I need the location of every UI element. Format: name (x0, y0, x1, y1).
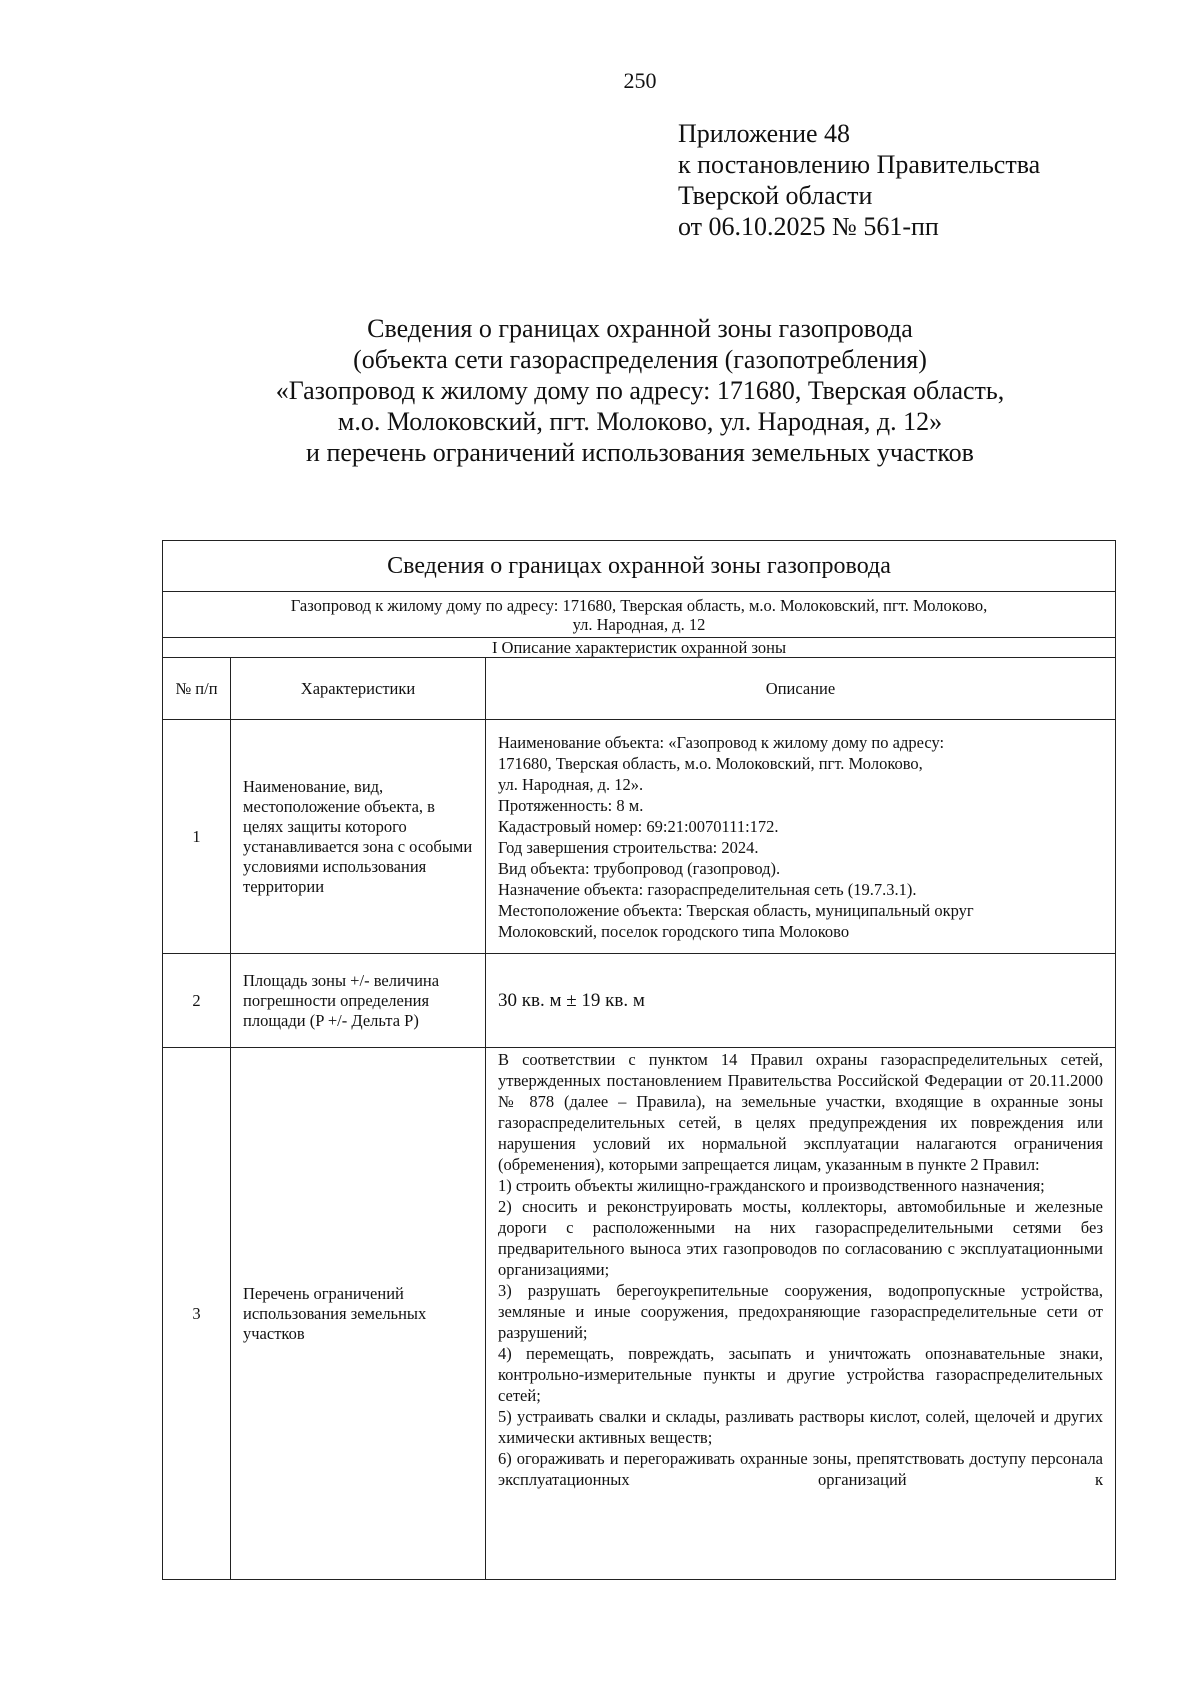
description-paragraph: В соответствии с пунктом 14 Правил охраны газораспределительных сетей, утвержденных постановлением Правительства Российской Федерации от 20.11.2000 № 878 (далее – Правила), на земельные участки, входящие в охранные зоны газораспределительных сетей, в целях предупреждения их повреждения или нарушения условий их нормальной эксплуатации налагаются ограничения (обременения), которыми запрещается лицам, указанным в пункте 2 Правил: (498, 1050, 1104, 1174)
appendix-block (678, 118, 1040, 242)
document-title (160, 313, 1120, 468)
description-line: ул. Народная, д. 12». (498, 774, 644, 794)
title-line: и перечень ограничений использования земельных участков (306, 438, 974, 467)
row-characteristic: Наименование, вид, местоположение объекта, в целях защиты которого устанавливается зона с особыми условиями использования территории (231, 720, 486, 954)
description-line: Вид объекта: трубопровод (газопровод). (498, 858, 781, 878)
description-line: 171680, Тверская область, м.о. Молоковский, пгт. Молоково, (498, 753, 923, 773)
table-row (163, 1048, 1116, 1580)
table-row (163, 954, 1116, 1048)
row-characteristic: Площадь зоны +/- величина погрешности определения площади (P +/- Дельта P) (231, 954, 486, 1048)
title-line: м.о. Молоковский, пгт. Молоково, ул. Народная, д. 12» (337, 407, 943, 436)
appendix-line: Тверской области (678, 181, 873, 210)
description-paragraph: 6) огораживать и перегораживать охранные зоны, препятствовать доступу персонала эксплуатационных организаций к (498, 1449, 1104, 1489)
page-number: 250 (623, 68, 657, 93)
description-paragraph: 4) перемещать, повреждать, засыпать и уничтожать опознавательные знаки, контрольно-измерительные пункты и другие устройства газораспределительных сетей; (498, 1344, 1104, 1405)
description-line: Год завершения строительства: 2024. (498, 837, 759, 857)
row-number: 3 (163, 1048, 231, 1580)
description-line: Местоположение объекта: Тверская область, муниципальный округ (498, 900, 974, 920)
object-line: Газопровод к жилому дому по адресу: 171680, Тверская область, м.о. Молоковский, пгт. Молоково, (290, 595, 988, 615)
appendix-line: Приложение 48 (678, 119, 851, 148)
title-line: «Газопровод к жилому дому по адресу: 171680, Тверская область, (275, 376, 1005, 405)
table-row (163, 720, 1116, 954)
zone-table (162, 540, 1116, 1580)
appendix-line: от 06.10.2025 № 561-пп (678, 212, 939, 241)
description-line: Назначение объекта: газораспределительная сеть (19.7.3.1). (498, 879, 917, 899)
description-paragraph: 2) сносить и реконструировать мосты, коллекторы, автомобильные и железные дороги с расположенными на них газораспределительными сетями без предварительного выноса этих газопроводов по согласованию с эксплуатационными организациями; (498, 1197, 1104, 1279)
description-paragraph: 1) строить объекты жилищно-гражданского и производственного назначения; (498, 1176, 1045, 1195)
description-line: Молоковский, поселок городского типа Молоково (498, 921, 850, 941)
title-line: Сведения о границах охранной зоны газопровода (367, 314, 913, 343)
column-header-description: Описание (486, 658, 1116, 720)
row-characteristic: Перечень ограничений использования земельных участков (231, 1048, 486, 1580)
table-heading: Сведения о границах охранной зоны газопровода (163, 541, 1116, 592)
row-description: 30 кв. м ± 19 кв. м (486, 954, 1116, 1048)
appendix-line: к постановлению Правительства (678, 150, 1041, 179)
column-header-number: № п/п (163, 658, 231, 720)
description-paragraph: 3) разрушать берегоукрепительные сооружения, водопропускные устройства, земляные и иные сооружения, предохраняющие газораспределительные сети от разрушений; (498, 1281, 1104, 1342)
row-number: 1 (163, 720, 231, 954)
row-description (486, 1048, 1116, 1580)
description-line: Протяженность: 8 м. (498, 795, 644, 815)
row-description (486, 720, 1116, 954)
description-line: Кадастровый номер: 69:21:0070111:172. (498, 816, 779, 836)
object-line: ул. Народная, д. 12 (572, 614, 706, 634)
table-object-name (163, 592, 1116, 638)
table-section-title: I Описание характеристик охранной зоны (163, 638, 1116, 658)
title-line: (объекта сети газораспределения (газопотребления) (353, 345, 927, 374)
row-number: 2 (163, 954, 231, 1048)
column-header-characteristics: Характеристики (231, 658, 486, 720)
description-line: Наименование объекта: «Газопровод к жилому дому по адресу: (498, 732, 945, 752)
description-paragraph: 5) устраивать свалки и склады, разливать растворы кислот, солей, щелочей и других химически активных веществ; (498, 1407, 1104, 1447)
